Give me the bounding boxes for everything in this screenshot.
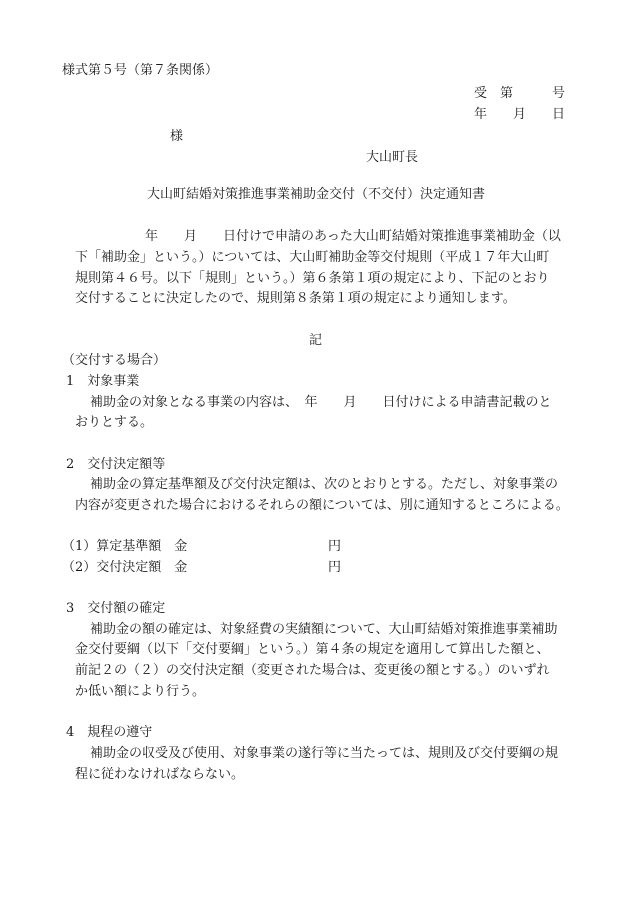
section-2-line-2: 内容が変更された場合におけるそれらの額については、別に通知するところによる。 [75, 498, 569, 513]
section-1-line-1: 補助金の対象となる事業の内容は、 年 月 日付けによる申請書記載のと [90, 395, 552, 410]
section-4-heading: 4 規程の遵守 [66, 725, 153, 740]
section-3-line-4: か低い額により行う。 [75, 684, 206, 699]
intro-line-2: 下「補助金」という。）については、大山町補助金等交付規則（平成１７年大山町 [75, 250, 550, 265]
section-4-line-2: 程に従わなければならない。 [75, 767, 245, 782]
section-3-line-3: 前記２の（２）の交付決定額（変更された場合は、変更後の額とする。）のいずれ [75, 663, 550, 678]
intro-line-3: 規則第４６号。以下「規則」という。）第６条第１項の規定により、下記のとおり [75, 271, 550, 286]
addressee: 様 [170, 129, 184, 144]
sender: 大山町長 [366, 150, 419, 165]
section-4-line-1: 補助金の収受及び使用、対象事業の遂行等に当たっては、規則及び交付要綱の規 [90, 746, 559, 761]
form-label: 様式第５号（第７条関係） [62, 63, 219, 78]
intro-line-1: 年 月 日付けで申請のあった大山町結婚対策推進事業補助金（以 [145, 229, 561, 244]
amount-item-2-unit: 円 [328, 560, 342, 575]
amount-item-2-label: （2）交付決定額 金 [62, 560, 188, 575]
issue-date: 年 月 日 [474, 107, 566, 122]
section-3-line-2: 金交付要綱（以下「交付要綱」という。）第４条の規定を適用して算出した額と、 [75, 642, 550, 657]
document-title: 大山町結婚対策推進事業補助金交付（不交付）決定通知書 [147, 187, 486, 202]
section-1-heading: 1 対象事業 [66, 374, 140, 389]
case-heading: （交付する場合） [62, 353, 167, 368]
amount-item-1-unit: 円 [328, 539, 342, 554]
amount-item-1-label: （1）算定基準額 金 [62, 539, 188, 554]
ki-heading: 記 [309, 333, 323, 348]
receipt-number: 受 第 号 [474, 86, 566, 101]
section-3-heading: 3 交付額の確定 [66, 601, 166, 616]
intro-line-4: 交付することに決定したので、規則第８条第１項の規定により通知します。 [75, 291, 516, 306]
section-2-line-1: 補助金の算定基準額及び交付決定額は、次のとおりとする。ただし、対象事業の [90, 477, 559, 492]
section-1-line-2: おりとする。 [75, 415, 154, 430]
section-3-line-1: 補助金の額の確定は、対象経費の実績額について、大山町結婚対策推進事業補助 [90, 622, 558, 637]
section-2-heading: 2 交付決定額等 [66, 457, 166, 472]
